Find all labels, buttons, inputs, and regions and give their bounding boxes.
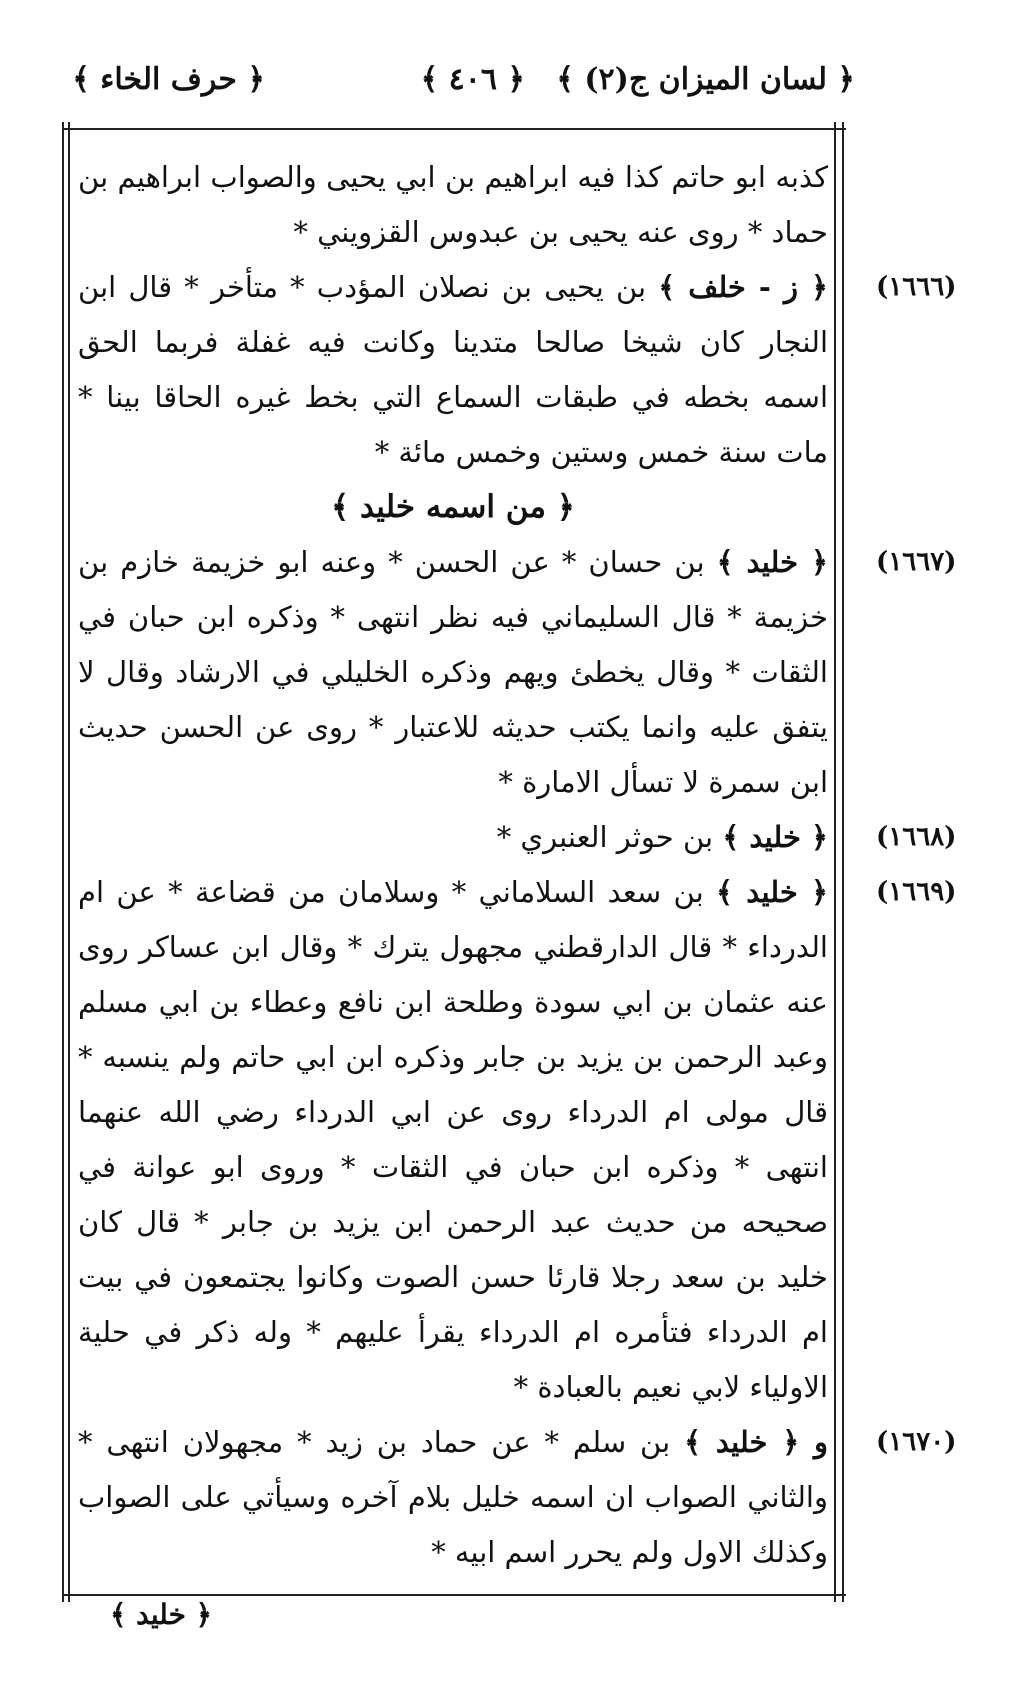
entry-name: ﴿ خليد ﴾	[722, 820, 828, 854]
running-header	[72, 62, 855, 112]
section-heading: ﴿ من اسمه خليد ﴾	[331, 489, 575, 525]
entry-1666	[78, 260, 828, 480]
catchword: ﴿ خليد ﴾	[110, 1598, 213, 1631]
entry-number: (١٦٦٦)	[876, 272, 957, 302]
entry-name: ﴿ خليد ﴾	[716, 875, 828, 909]
frame-rule-left-inner	[68, 122, 70, 1602]
entry-text: بن حسان * عن الحسن * وعنه ابو خزيمة خازم بن خزيمة * قال السليماني فيه نظر انتهى * وذكره ابن حبان في الثقات * وقال يخطئ ويهم وذكره الخليلي في الارشاد وقال لا يتفق عليه وانما يكتب حديثه للاعتبار * روى عن الحسن حديث ابن سمرة لا تسأل الامارة *	[78, 545, 828, 799]
entry-1669	[78, 865, 828, 1415]
text-column	[78, 150, 828, 1580]
entry-text: بن حوثر العنبري *	[496, 820, 723, 854]
paragraph-continuation	[78, 150, 828, 260]
paragraph-text: كذبه ابو حاتم كذا فيه ابراهيم بن ابي يحيى والصواب ابراهيم بن حماد * روى عنه يحيى بن عبدوس القزويني *	[78, 160, 828, 249]
entry-text: بن يحيى بن نصلان المؤدب * متأخر * قال ابن النجار كان شيخا صالحا متدينا وكانت فيه غفلة فربما الحق اسمه بخطه في طبقات السماع التي بخط غيره الحاقا بينا * مات سنة خمس وستين وخمس مائة *	[78, 270, 828, 469]
letter-section-title: ﴿ حرف الخاء ﴾	[72, 62, 265, 97]
frame-rule-right-inner	[834, 122, 836, 1602]
entry-name: و ﴿ خليد ﴾	[684, 1425, 828, 1459]
entry-1670	[78, 1415, 828, 1580]
entry-number: (١٦٧٠)	[876, 1427, 957, 1457]
entry-number: (١٦٦٨)	[876, 822, 957, 852]
entry-number: (١٦٦٩)	[876, 877, 957, 907]
frame-rule-right-outer	[842, 122, 844, 1602]
entry-text: بن سعد السلاماني * وسلامان من قضاعة * عن ام الدرداء * قال الدارقطني مجهول يترك * وقال ابن عساكر روى عنه عثمان بن ابي سودة وطلحة ابن نافع وعطاء بن ابي مسلم وعبد الرحمن بن يزيد بن جابر وذكره ابن ابي حاتم ولم ينسبه * قال مولى ام الدرداء روى عن ابي الدرداء رضي الله عنهما انتهى * وذكره ابن حبان في الثقات * وروى ابو عوانة في صحيحه من حديث عبد الرحمن ابن يزيد بن جابر * قال كان خليد بن سعد رجلا قارئا حسن الصوت وكانوا يجتمعون في بيت ام الدرداء فتأمره ام الدرداء يقرأ عليهم * وله ذكر في حلية الاولياء لابي نعيم بالعبادة *	[78, 875, 828, 1404]
entry-1667	[78, 535, 828, 810]
entry-1668	[78, 810, 828, 865]
entry-name: ﴿ ز - خلف ﴾	[658, 270, 828, 304]
page-number: ﴿ ٤٠٦ ﴾	[420, 62, 525, 97]
entry-text: بن سلم * عن حماد بن زيد * مجهولان انتهى * والثاني الصواب ان اسمه خليل بلام آخره وسيأتي على الصواب وكذلك الاول ولم يحرر اسم ابيه *	[78, 1425, 828, 1569]
entry-name: ﴿ خليد ﴾	[716, 545, 828, 579]
entry-number: (١٦٦٧)	[876, 547, 957, 577]
frame-rule-left-outer	[62, 122, 64, 1602]
book-title: ﴿ لسان الميزان ج(٢) ﴾	[556, 62, 855, 97]
